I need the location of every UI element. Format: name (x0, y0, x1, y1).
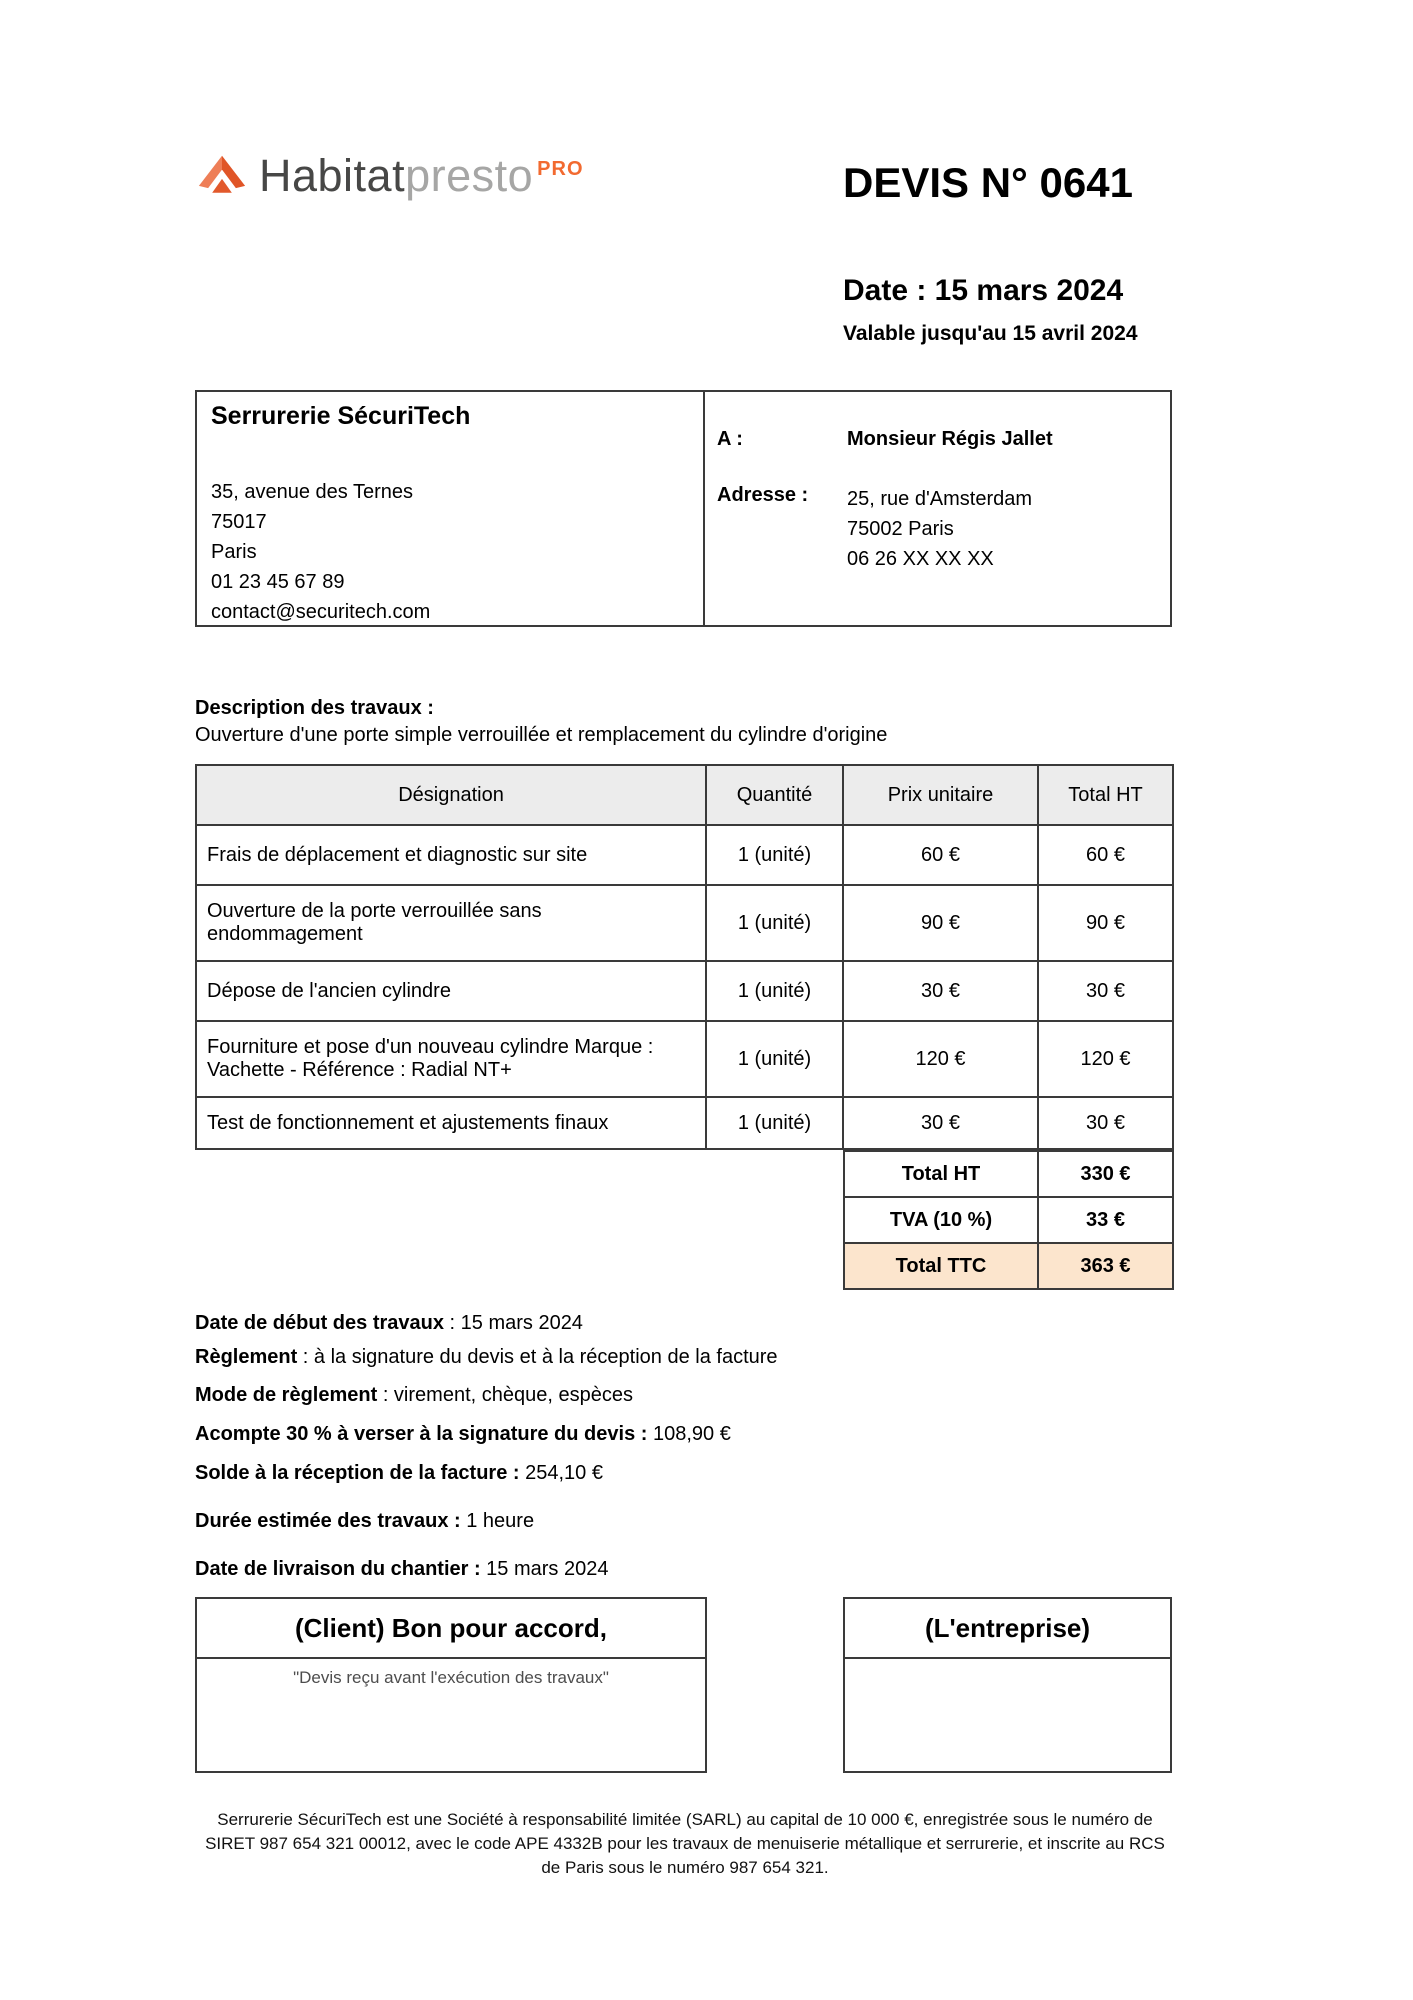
item-quantity: 1 (unité) (706, 961, 843, 1021)
work-description-section (195, 695, 887, 749)
term-line: Mode de règlement : virement, chèque, espèces (195, 1384, 633, 1406)
table-row (196, 885, 1173, 961)
col-header-total-ht: Total HT (1038, 765, 1173, 825)
table-row (196, 1097, 1173, 1149)
item-designation: Dépose de l'ancien cylindre (196, 961, 706, 1021)
parties-info-box (195, 390, 1172, 627)
item-unit-price: 120 € (843, 1021, 1038, 1097)
item-unit-price: 30 € (843, 961, 1038, 1021)
item-designation: Ouverture de la porte verrouillée sans endommagement (196, 885, 706, 961)
client-signature-box (195, 1597, 707, 1773)
item-total: 30 € (1038, 961, 1173, 1021)
client-signature-header: (Client) Bon pour accord, (197, 1599, 705, 1659)
devis-date: Date : 15 mars 2024 (843, 274, 1124, 307)
house-arrow-icon (193, 150, 251, 202)
document-header (843, 160, 1173, 346)
term-line: Durée estimée des travaux : 1 heure (195, 1510, 535, 1532)
term-line: Solde à la réception de la facture : 254,10 € (195, 1462, 603, 1484)
table-row (196, 961, 1173, 1021)
table-row (196, 1021, 1173, 1097)
company-address-city: Paris (211, 541, 257, 563)
company-name: Serrurerie SécuriTech (211, 402, 471, 430)
total-ht-row (844, 1151, 1173, 1197)
client-info-box (705, 392, 1170, 625)
tva-label: TVA (10 %) (844, 1197, 1038, 1243)
company-signature-area (845, 1659, 1170, 1668)
item-quantity: 1 (unité) (706, 1097, 843, 1149)
total-ht-label: Total HT (844, 1151, 1038, 1197)
tva-value: 33 € (1038, 1197, 1173, 1243)
company-email: contact@securitech.com (211, 601, 431, 623)
term-line: Acompte 30 % à verser à la signature du devis : 108,90 € (195, 1423, 731, 1445)
item-total: 90 € (1038, 885, 1173, 961)
devis-validity: Valable jusqu'au 15 avril 2024 (843, 322, 1138, 345)
work-description-text: Ouverture d'une porte simple verrouillée et remplacement du cylindre d'origine (195, 724, 888, 746)
totals-table (843, 1150, 1174, 1290)
logo-pro-badge: PRO (537, 158, 584, 180)
client-address-street: 25, rue d'Amsterdam (847, 488, 1033, 510)
company-phone: 01 23 45 67 89 (211, 571, 345, 593)
company-address-street: 35, avenue des Ternes (211, 481, 414, 503)
terms-section (195, 1310, 778, 1595)
item-quantity: 1 (unité) (706, 825, 843, 885)
legal-footer: Serrurerie SécuriTech est une Société à responsabilité limitée (SARL) au capital de 10 000 €, enregistrée sous le numéro de SIRET 987 654 321 00012, avec le code APE 4332B pour les travaux de menuiserie métallique et serrurerie, et inscrite au RCS de Paris sous le numéro 987 654 321. (205, 1810, 1165, 1877)
item-unit-price: 90 € (843, 885, 1038, 961)
total-ttc-value: 363 € (1038, 1243, 1173, 1289)
habitatpresto-logo (193, 150, 584, 202)
item-unit-price: 30 € (843, 1097, 1038, 1149)
client-to-label: A : (717, 428, 743, 450)
company-signature-box (843, 1597, 1172, 1773)
total-ttc-label: Total TTC (844, 1243, 1038, 1289)
col-header-unit-price: Prix unitaire (843, 765, 1038, 825)
col-header-quantity: Quantité (706, 765, 843, 825)
logo-habitat-text: Habitat (259, 150, 406, 201)
tva-row (844, 1197, 1173, 1243)
term-line: Date de début des travaux : 15 mars 2024 (195, 1312, 583, 1334)
item-total: 120 € (1038, 1021, 1173, 1097)
client-address-city: 75002 Paris (847, 518, 954, 540)
total-ttc-row (844, 1243, 1173, 1289)
table-row (196, 825, 1173, 885)
logo-wordmark (259, 150, 584, 202)
company-signature-header: (L'entreprise) (845, 1599, 1170, 1659)
item-total: 30 € (1038, 1097, 1173, 1149)
col-header-designation: Désignation (196, 765, 706, 825)
client-address-label: Adresse : (717, 484, 809, 506)
work-description-label: Description des travaux : (195, 697, 434, 719)
item-total: 60 € (1038, 825, 1173, 885)
items-table-header-row (196, 765, 1173, 825)
term-line: Date de livraison du chantier : 15 mars 2024 (195, 1558, 609, 1580)
logo-presto-text: presto (405, 150, 534, 201)
item-unit-price: 60 € (843, 825, 1038, 885)
items-table (195, 764, 1174, 1150)
term-line: Règlement : à la signature du devis et à la réception de la facture (195, 1346, 778, 1368)
client-phone: 06 26 XX XX XX (847, 548, 994, 570)
total-ht-value: 330 € (1038, 1151, 1173, 1197)
company-address-postal: 75017 (211, 511, 267, 533)
item-designation: Frais de déplacement et diagnostic sur site (196, 825, 706, 885)
client-name: Monsieur Régis Jallet (847, 428, 1053, 450)
company-info-box (197, 392, 705, 625)
client-signature-note: "Devis reçu avant l'exécution des travaux" (293, 1668, 609, 1687)
item-quantity: 1 (unité) (706, 885, 843, 961)
item-quantity: 1 (unité) (706, 1021, 843, 1097)
item-designation: Fourniture et pose d'un nouveau cylindre Marque : Vachette - Référence : Radial NT+ (196, 1021, 706, 1097)
item-designation: Test de fonctionnement et ajustements finaux (196, 1097, 706, 1149)
devis-title: DEVIS N° 0641 (843, 159, 1133, 206)
